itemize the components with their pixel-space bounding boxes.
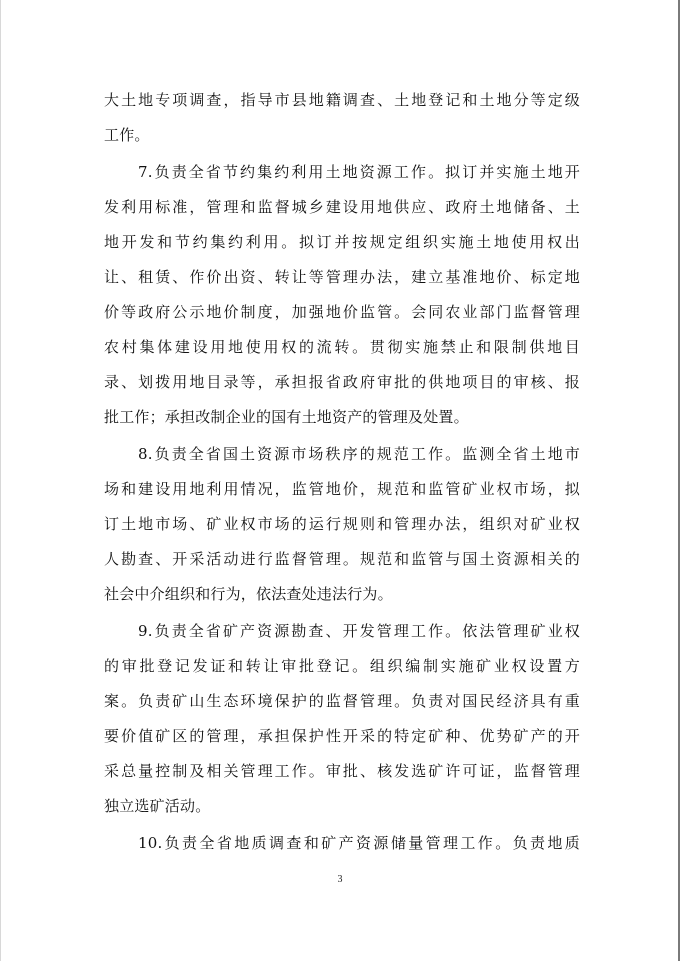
- text-line: 让、租赁、作价出资、转让等管理办法，建立基准地价、标定地: [104, 268, 580, 286]
- text-line: 价等政府公示地价制度，加强地价监管。会同农业部门监督管理: [104, 303, 580, 321]
- page-number: 3: [337, 874, 343, 885]
- text-line: 场和建设用地利用情况，监管地价，规范和监管矿业权市场，拟: [104, 480, 580, 498]
- text-line: 采总量控制及相关管理工作。审批、核发选矿许可证，监督管理: [104, 762, 580, 780]
- text-line: 录、划拨用地目录等，承担报省政府审批的供地项目的审核、报: [104, 373, 580, 391]
- text-line: 人勘查、开采活动进行监督管理。规范和监管与国土资源相关的: [104, 550, 580, 568]
- paragraph-first-line: 10.负责全省地质调查和矿产资源储量管理工作。负责地质: [138, 834, 580, 852]
- paragraph-first-line: 7.负责全省节约集约利用土地资源工作。拟订并实施土地开: [138, 163, 580, 181]
- text-line: 农村集体建设用地使用权的流转。贯彻实施禁止和限制供地目: [104, 338, 580, 356]
- text-line: 地开发和节约集约利用。拟订并按规定组织实施土地使用权出: [104, 233, 580, 251]
- text-line: 独立选矿活动。: [104, 797, 211, 815]
- text-line: 工作。: [104, 126, 150, 144]
- text-line: 社会中介组织和行为，依法查处违法行为。: [104, 585, 393, 603]
- text-line: 大土地专项调查，指导市县地籍调查、土地登记和土地分等定级: [104, 91, 580, 109]
- text-line: 订土地市场、矿业权市场的运行规则和管理办法，组织对矿业权: [104, 515, 580, 533]
- text-line: 的审批登记发证和转让审批登记。组织编制实施矿业权设置方: [104, 657, 580, 675]
- text-line: 发利用标准，管理和监督城乡建设用地供应、政府土地储备、土: [104, 198, 580, 216]
- text-line: 案。负责矿山生态环境保护的监督管理。负责对国民经济具有重: [104, 692, 580, 710]
- paragraph-first-line: 8.负责全省国土资源市场秩序的规范工作。监测全省土地市: [138, 445, 580, 463]
- text-line: 要价值矿区的管理，承担保护性开采的特定矿种、优势矿产的开: [104, 727, 580, 745]
- page-left-edge: [0, 0, 1, 961]
- paragraph-first-line: 9.负责全省矿产资源勘查、开发管理工作。依法管理矿业权: [138, 622, 580, 640]
- text-line: 批工作；承担改制企业的国有土地资产的管理及处置。: [104, 408, 469, 426]
